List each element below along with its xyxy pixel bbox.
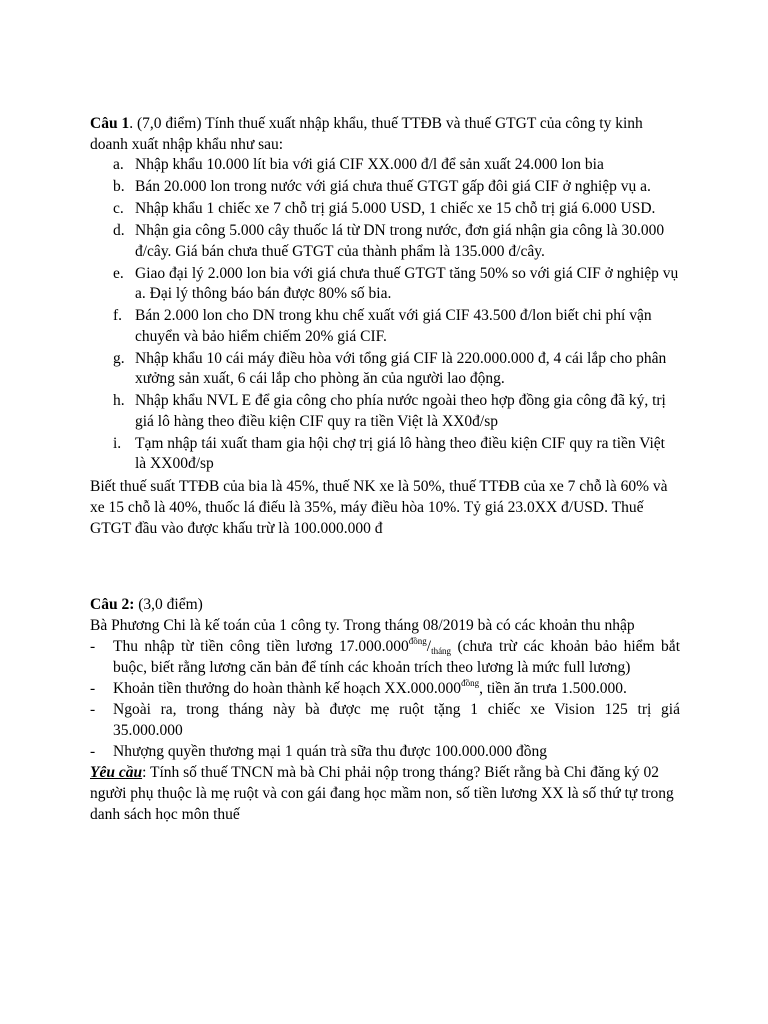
unit-sup: đồng	[461, 678, 480, 688]
income-item-gift	[90, 699, 680, 741]
question-1-prompt: . (7,0 điểm) Tính thuế xuất nhập khẩu, thuế TTĐB và thuế GTGT của công ty kinh doanh xuất nhập khẩu như sau:	[90, 115, 643, 153]
question-1-label: Câu 1	[90, 115, 130, 132]
question-2-heading	[90, 594, 680, 615]
question-1	[90, 113, 680, 539]
list-marker: h.	[113, 392, 125, 409]
list-marker: c.	[113, 200, 124, 217]
list-marker: -	[90, 743, 96, 760]
requirement	[90, 762, 680, 825]
question-2-points: (3,0 điểm)	[134, 596, 203, 613]
question-1-item	[90, 434, 680, 475]
income-item-franchise	[90, 741, 680, 762]
list-marker: d.	[113, 222, 125, 239]
income-item-salary-text: Thu nhập từ tiền công tiền lương 17.000.000	[113, 638, 409, 655]
income-item-gift-text: Ngoài ra, trong tháng này bà được mẹ ruột tặng 1 chiếc xe Vision 125 trị giá 35.000.000	[113, 701, 680, 739]
question-1-items	[90, 155, 680, 475]
question-2-intro: Bà Phương Chi là kế toán của 1 công ty. Trong tháng 08/2019 bà có các khoản thu nhập	[90, 617, 635, 634]
question-1-item-text: Nhập khẩu 10.000 lít bia với giá CIF XX.000 đ/l để sản xuất 24.000 lon bia	[135, 156, 604, 173]
question-1-item	[90, 264, 680, 305]
question-2	[90, 594, 680, 825]
question-1-item-text: Nhận gia công 5.000 cây thuốc lá từ DN trong nước, đơn giá nhận gia công là 30.000 đ/cây. Giá bán chưa thuế GTGT của thành phẩm là 135.000 đ/cây.	[135, 222, 665, 260]
requirement-text: : Tính số thuế TNCN mà bà Chi phải nộp trong tháng? Biết rằng bà Chi đăng ký 02 người phụ thuộc là mẹ ruột và con gái đang học mầm non, số tiền lương XX là số thứ tự trong danh sách học môn thuế	[90, 764, 674, 823]
list-marker: -	[90, 680, 96, 697]
income-item-bonus	[90, 678, 680, 699]
question-1-item-text: Nhập khẩu 10 cái máy điều hòa với tổng giá CIF là 220.000.000 đ, 4 cái lắp cho phân xưởng sản xuất, 6 cái lắp cho phòng ăn của người lao động.	[135, 349, 667, 387]
list-marker: a.	[113, 156, 124, 173]
question-1-item	[90, 306, 680, 347]
list-marker: f.	[113, 307, 123, 324]
income-item-bonus-rest: , tiền ăn trưa 1.500.000.	[479, 680, 627, 697]
question-2-items	[90, 636, 680, 762]
list-marker: -	[90, 701, 96, 718]
list-marker: i.	[113, 434, 122, 452]
requirement-label: Yêu cầu	[90, 764, 143, 781]
question-1-item-text: Bán 2.000 lon cho DN trong khu chế xuất với giá CIF 43.500 đ/lon biết chi phí vận chuyển và bảo hiểm chiếm 20% giá CIF.	[135, 307, 652, 345]
income-item-franchise-text: Nhượng quyền thương mại 1 quán trà sữa thu được 100.000.000 đồng	[113, 743, 548, 760]
question-1-item	[90, 155, 680, 176]
question-2-label: Câu 2:	[90, 596, 135, 613]
income-item-salary-rest: (chưa trừ các khoản bảo hiểm bắt buộc, biết rằng lương căn bản để tính các khoản trích theo lương là mức full lương)	[113, 638, 680, 676]
unit-sup: đồng	[408, 636, 427, 646]
question-1-item	[90, 391, 680, 432]
unit-slash: /	[426, 638, 432, 655]
question-1-item-text: Giao đại lý 2.000 lon bia với giá chưa thuế GTGT tăng 50% so với giá CIF ở nghiệp vụ a. Đại lý thông báo bán được 80% số bia.	[135, 264, 679, 302]
question-1-item	[90, 199, 680, 220]
list-marker: -	[90, 638, 96, 655]
question-1-item-text: Nhập khẩu 1 chiếc xe 7 chỗ trị giá 5.000 USD, 1 chiếc xe 15 chỗ trị giá 6.000 USD.	[135, 200, 656, 217]
income-item-salary	[90, 636, 680, 678]
question-1-item-text: Bán 20.000 lon trong nước với giá chưa thuế GTGT gấp đôi giá CIF ở nghiệp vụ a.	[135, 178, 651, 195]
question-1-item	[90, 349, 680, 390]
question-1-item-text: Nhập khẩu NVL E để gia công cho phía nước ngoài theo hợp đồng gia công đã ký, trị giá lô hàng theo điều kiện CIF quy ra tiền Việt là XX0đ/sp	[135, 392, 666, 430]
question-1-item	[90, 221, 680, 262]
list-marker: b.	[113, 178, 125, 195]
unit-sub: tháng	[431, 646, 452, 656]
question-1-heading	[90, 113, 680, 155]
list-marker: g.	[113, 349, 125, 367]
question-1-note: Biết thuế suất TTĐB của bia là 45%, thuế NK xe là 50%, thuế TTĐB của xe 7 chỗ là 60% và xe 15 chỗ là 40%, thuốc lá điếu là 35%, máy điều hòa 10%. Tỷ giá 23.0XX đ/USD. Thuế GTGT đầu vào được khấu trừ là 100.000.000 đ	[90, 478, 668, 537]
question-1-item-text: Tạm nhập tái xuất tham gia hội chợ trị giá lô hàng theo điều kiện CIF quy ra tiền Việt là XX00đ/sp	[135, 434, 665, 472]
list-marker: e.	[113, 264, 124, 282]
income-item-bonus-text: Khoản tiền thưởng do hoàn thành kế hoạch XX.000.000	[113, 680, 462, 697]
question-1-item	[90, 177, 680, 198]
